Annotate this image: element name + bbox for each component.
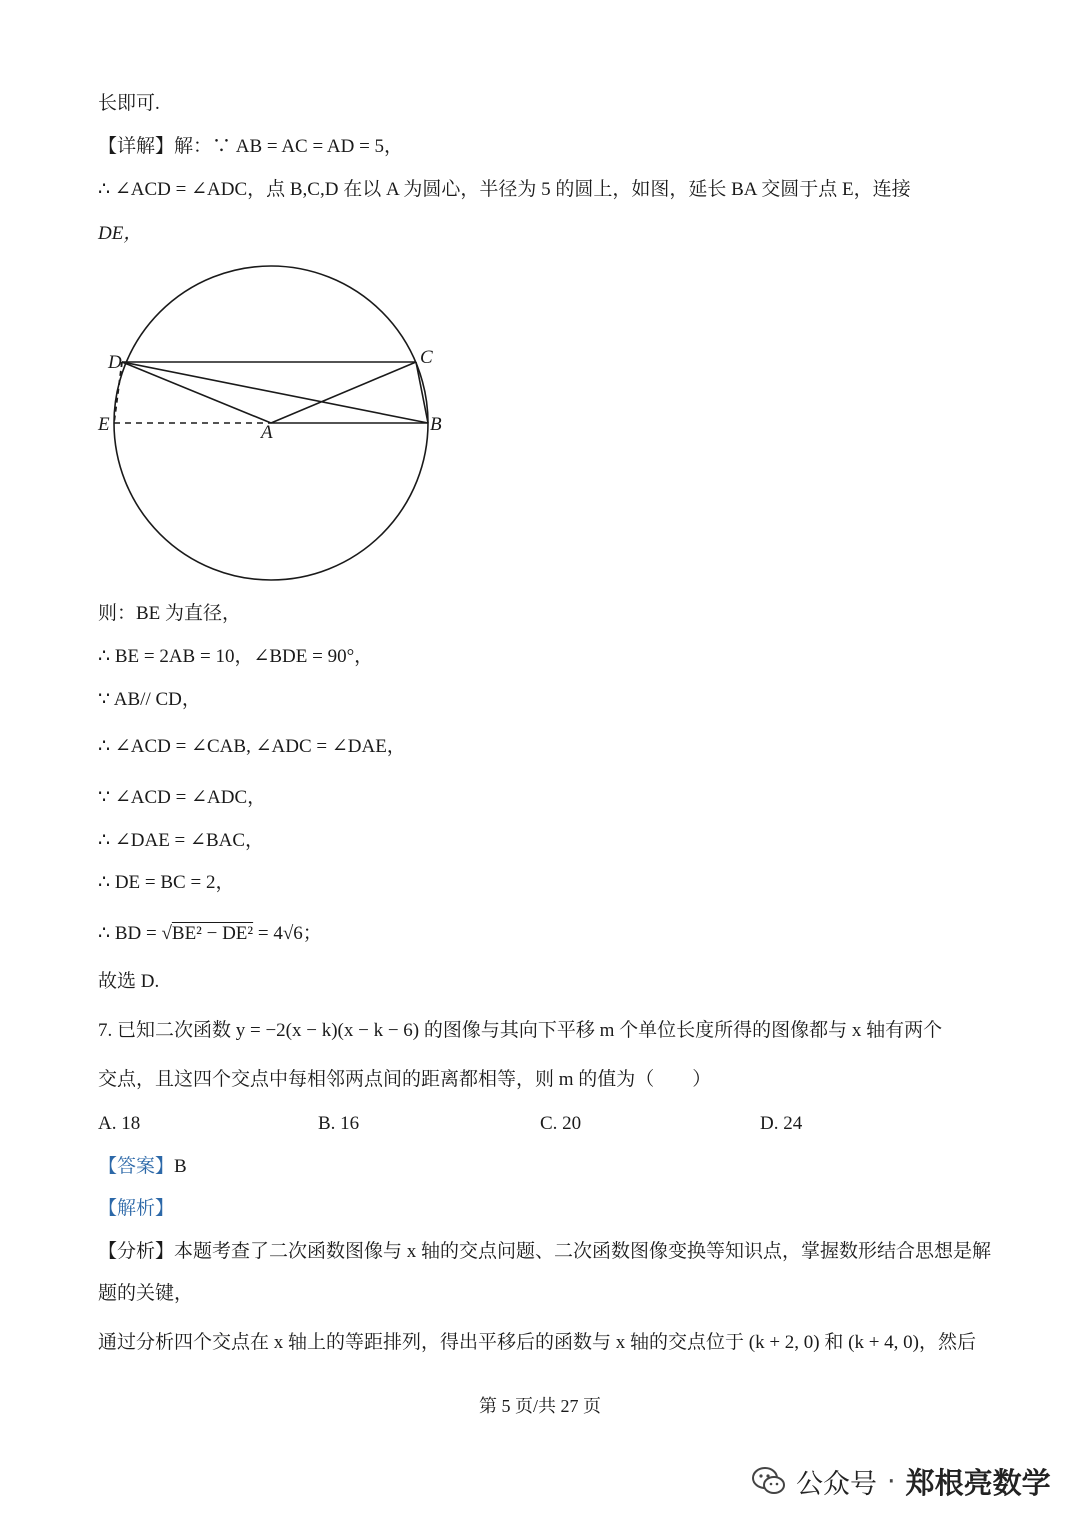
label-d: D	[108, 352, 122, 373]
label-c: C	[420, 347, 433, 368]
text-line-13: 故选 D.	[98, 971, 160, 992]
answer-line	[98, 1157, 187, 1176]
detail-line	[98, 137, 403, 156]
label-b: B	[430, 414, 442, 435]
analysis-line-3: 通过分析四个交点在 x 轴上的等距排列，得出平移后的函数与 x 轴的交点位于 (k + 2, 0) 和 (k + 4, 0)，然后	[98, 1332, 976, 1353]
text-line-3: ∴ ∠ACD = ∠ADC，点 B,C,D 在以 A 为圆心，半径为 5 的圆上，如图，延长 BA 交圆于点 E，连接	[98, 179, 911, 200]
text-line-5: 则：BE 为直径，	[98, 603, 242, 624]
text-line-1: 长即可.	[98, 93, 160, 114]
bd-formula-end: = 4√6；	[253, 923, 322, 944]
page-footer: 第 5 页/共 27 页	[478, 1396, 601, 1416]
analysis-line-1	[98, 1242, 991, 1261]
label-a: A	[261, 422, 273, 443]
text-line-6: ∴ BE = 2AB = 10，∠BDE = 90°，	[98, 646, 374, 667]
text-line-10: ∴ ∠DAE = ∠BAC，	[98, 830, 265, 851]
option-c: C. 20	[540, 1113, 582, 1134]
option-b: B. 16	[318, 1113, 360, 1134]
segment-db	[122, 362, 428, 423]
text-line-12	[98, 924, 322, 943]
watermark-type: 公众号	[796, 1468, 877, 1500]
bd-formula-start: ∴ BD = √	[98, 923, 172, 944]
bd-formula-radicand: BE² − DE²	[171, 923, 254, 944]
segment-da	[122, 362, 271, 423]
question-7-line-1: 7. 已知二次函数 y = −2(x − k)(x − k − 6) 的图像与其向下平移 m 个单位长度所得的图像都与 x 轴有两个	[98, 1020, 943, 1041]
watermark-account-name: 郑根亮数学	[905, 1465, 1051, 1500]
text-line-7: ∵ AB// CD，	[98, 689, 201, 710]
circle-diagram	[90, 260, 460, 590]
watermark	[752, 1461, 1051, 1501]
detail-label: 【详解】	[98, 136, 175, 157]
segment-ac	[271, 362, 416, 423]
answer-value: B	[174, 1156, 187, 1177]
analysis-label: 【解析】	[98, 1198, 175, 1219]
text-line-4: DE，	[98, 223, 143, 244]
option-a: A. 18	[98, 1113, 141, 1134]
analysis-sub-text: 本题考查了二次函数图像与 x 轴的交点问题、二次函数图像变换等知识点，掌握数形结合思想是解	[174, 1241, 992, 1262]
label-e: E	[98, 414, 110, 435]
option-d: D. 24	[760, 1113, 803, 1134]
text-line-11: ∴ DE = BC = 2，	[98, 872, 235, 893]
text-line-9: ∵ ∠ACD = ∠ADC，	[98, 787, 267, 808]
question-7-line-2: 交点，且这四个交点中每相邻两点间的距离都相等，则 m 的值为（ ）	[98, 1069, 712, 1090]
answer-label-text: 【答案】	[98, 1156, 175, 1177]
wechat-icon	[752, 1466, 786, 1496]
detail-text: 解：∵ AB = AC = AD = 5，	[174, 136, 404, 157]
text-line-8: ∴ ∠ACD = ∠CAB, ∠ADC = ∠DAE，	[98, 736, 406, 757]
analysis-line-2: 题的关键，	[98, 1283, 194, 1304]
analysis-sub-label: 【分析】	[98, 1241, 175, 1262]
segment-cb	[416, 362, 428, 423]
watermark-separator: ·	[887, 1465, 896, 1497]
